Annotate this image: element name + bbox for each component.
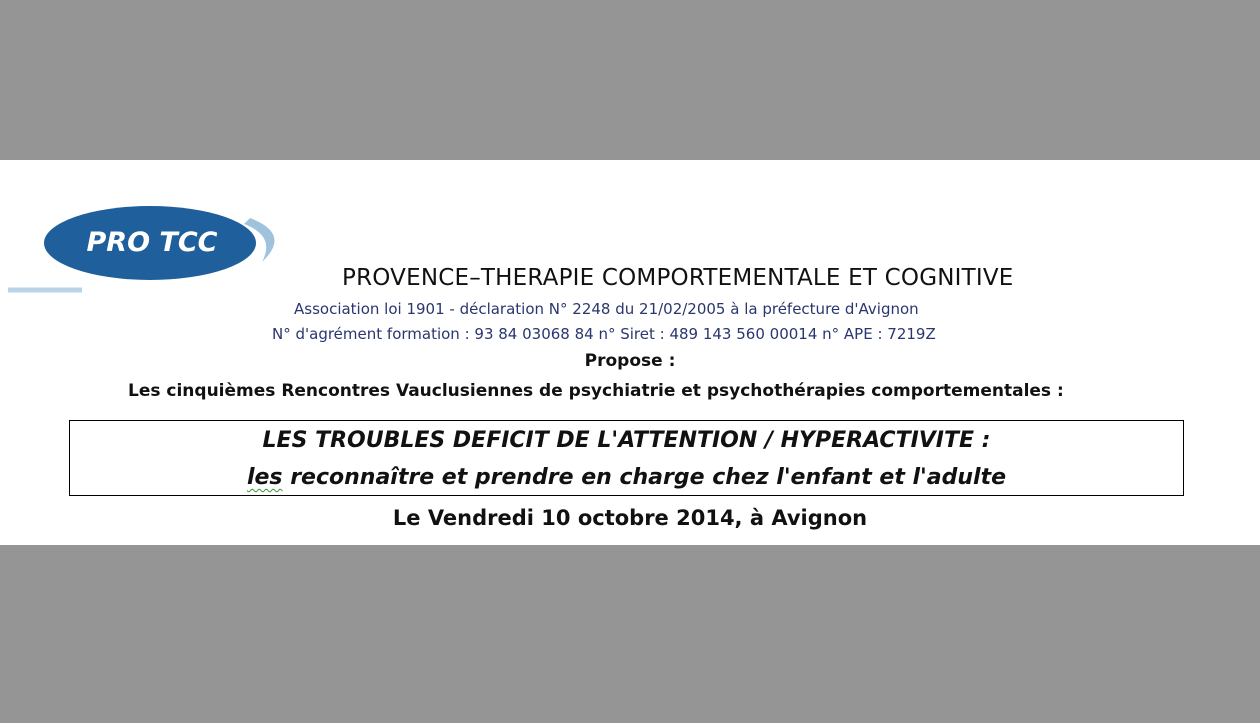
event-title: LES TROUBLES DEFICIT DE L'ATTENTION / HYPERACTIVITE : [262, 428, 991, 453]
event-title-box [69, 420, 1184, 496]
pro-tcc-logo [0, 200, 290, 300]
agrement-siret-line: N° d'agrément formation : 93 84 03068 84 n° Siret : 489 143 560 00014 n° APE : 7219Z [272, 325, 936, 343]
logo-text: PRO TCC [86, 227, 218, 258]
rencontres-line: Les cinquièmes Rencontres Vauclusiennes de psychiatrie et psychothérapies comportementales : [128, 381, 1064, 401]
event-date: Le Vendredi 10 octobre 2014, à Avignon [392, 506, 868, 530]
spellcheck-word: les [246, 465, 283, 490]
event-subtitle [70, 465, 1183, 490]
organization-name: PROVENCE–THERAPIE COMPORTEMENTALE ET COGNITIVE [342, 265, 1014, 291]
event-subtitle-rest: reconnaître et prendre en charge chez l'enfant et l'adulte [282, 465, 1007, 490]
propose-label: Propose : [584, 351, 676, 371]
document-page [0, 160, 1260, 545]
association-declaration: Association loi 1901 - déclaration N° 2248 du 21/02/2005 à la préfecture d'Avignon [294, 300, 919, 318]
